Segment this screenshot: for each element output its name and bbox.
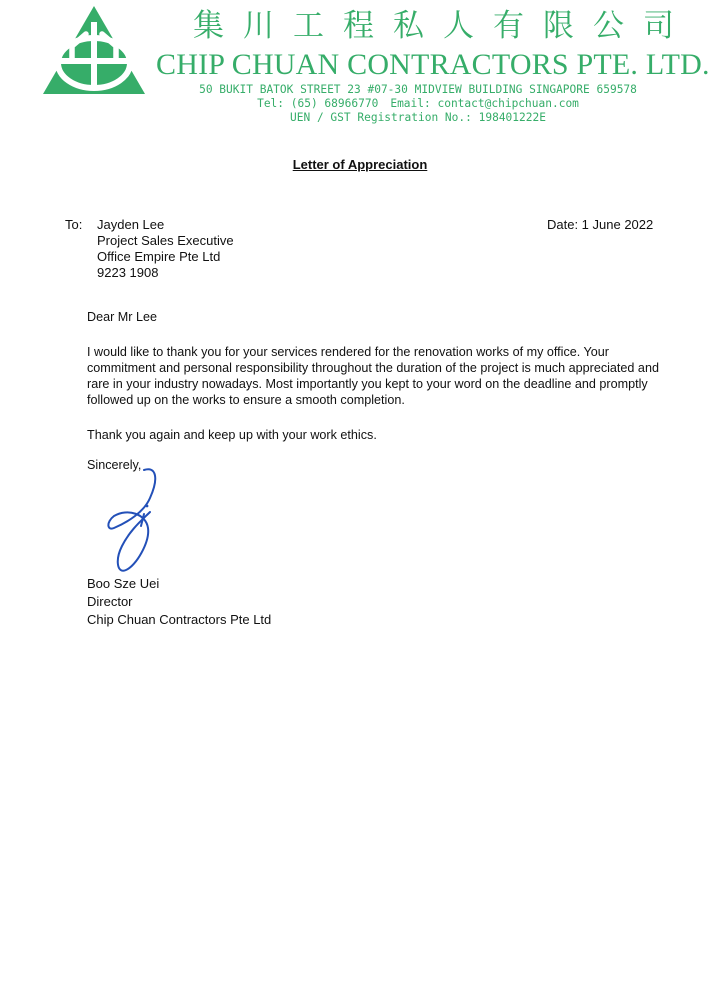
to-label: To: [65,217,83,232]
recipient-phone: 9223 1908 [97,265,159,280]
company-address: 50 BUKIT BATOK STREET 23 #07-30 MIDVIEW BUILDING SINGAPORE 659578 [199,83,637,96]
body-paragraph: Thank you again and keep up with your work ethics. [87,428,377,442]
salutation: Dear Mr Lee [87,310,157,324]
recipient-company: Office Empire Pte Ltd [97,249,221,264]
letter-date: Date: 1 June 2022 [547,217,654,232]
recipient-name: Jayden Lee [97,217,165,232]
recipient-title: Project Sales Executive [97,233,234,248]
company-tel: Tel: (65) 68966770 [257,97,379,110]
letter-title: Letter of Appreciation [292,157,428,172]
company-registration: UEN / GST Registration No.: 198401222E [290,111,546,124]
company-logo-icon [42,4,146,96]
signer-title: Director [87,594,133,609]
signer-block [87,575,271,629]
signer-company: Chip Chuan Contractors Pte Ltd [87,612,272,627]
recipient-lines [97,217,234,281]
company-contact-block [168,83,668,125]
body-paragraph: I would like to thank you for your services rendered for the renovation works of my office. Your commitment and personal responsibility throughout the duration of the project is much appreciated and rare in your industry nowadays. Most importantly you kept to your word on the deadline and promptly followed up on the works to ensure a smooth completion. [87,345,659,407]
closing: Sincerely, [87,458,142,472]
company-email: Email: contact@chipchuan.com [390,97,579,110]
letterhead [0,0,720,130]
signer-name: Boo Sze Uei [87,576,160,591]
company-contact-line [168,97,668,111]
company-name-english: CHIP CHUAN CONTRACTORS PTE. LTD. [156,48,710,81]
handwritten-signature-icon [104,464,168,576]
company-name-chinese: 集川工程私人有限公司 [193,8,693,44]
